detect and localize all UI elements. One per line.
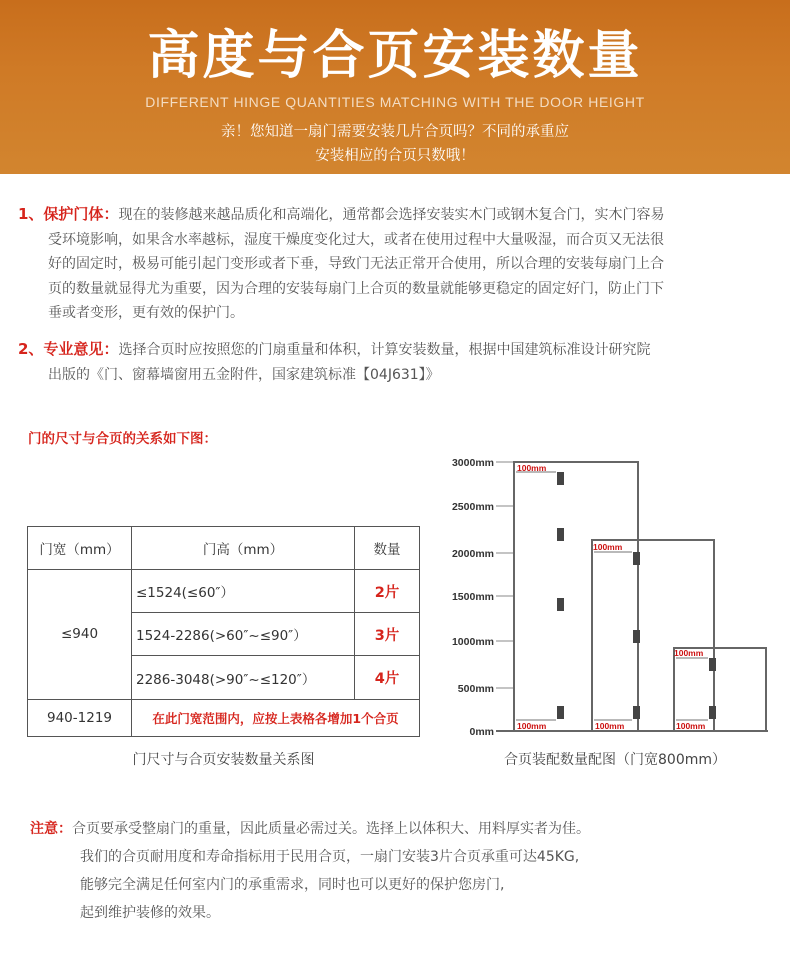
hinge-icon [709, 706, 716, 719]
row3-qty: 4片 [355, 656, 420, 699]
y-label-2500: 2500mm [451, 501, 494, 513]
row1-qty: 2片 [355, 570, 420, 613]
hinge-icon [633, 706, 640, 719]
section1-line1: 现在的装修越来越品质化和高端化，通常都会选择安装实木门或钢木复合门，实木门容易 [118, 207, 665, 223]
y-label-3000: 3000mm [451, 457, 494, 469]
hinge-icon [557, 706, 564, 719]
hinge-icon [557, 598, 564, 611]
door-2000-outline [592, 540, 714, 731]
note-line1: 合页要承受整扇门的重量，因此质量必需过关。选择上以体积大、用料厚实者为佳。 [72, 821, 590, 837]
diagram-caption: 合页装配数量配图（门宽800mm） [504, 752, 726, 768]
door-3000-outline [514, 462, 638, 731]
section-protect-door [18, 202, 770, 326]
section2-line2: 出版的《门、窗幕墙窗用五金附件，国家建筑标准【04J631】》 [48, 366, 440, 383]
gap-label: 100mm [674, 648, 704, 658]
hinge-icon [709, 658, 716, 671]
note-block [30, 815, 770, 927]
header-desc-line2: 安装相应的合页只数哦！ [315, 148, 475, 164]
row2-qty: 3片 [355, 613, 420, 656]
y-label-500: 500mm [457, 683, 494, 695]
header-desc-line1: 亲！您知道一扇门需要安装几片合页吗？不同的承重应 [221, 124, 569, 140]
gap-label: 100mm [595, 721, 625, 731]
section1-line3: 好的固定时，极易可能引起门变形或者下垂，导致门无法正常开合使用，所以合理的安装每扇门上合 [48, 256, 664, 272]
y-label-2000: 2000mm [451, 548, 494, 560]
section2-line1: 选择合页时应按照您的门扇重量和体积，计算安装数量，根据中国建筑标准设计研究院 [118, 342, 651, 358]
width-group2-cell: 940-1219 [28, 699, 132, 736]
table-row [28, 570, 420, 613]
header-banner [0, 0, 790, 174]
y-label-1000: 1000mm [451, 636, 494, 648]
hinge-icon [557, 472, 564, 485]
header-door-width: 门宽（mm） [28, 527, 132, 570]
y-label-0: 0mm [469, 726, 494, 738]
table-header-row [28, 527, 420, 570]
y-label-1500: 1500mm [451, 591, 494, 603]
note-label: 注意： [30, 821, 72, 837]
table-caption: 门尺寸与合页安装数量关系图 [132, 752, 315, 768]
note-line3: 能够完全满足任何室内门的承重需求，同时也可以更好的保护您房门, [80, 877, 505, 893]
gap-label: 100mm [517, 463, 547, 473]
table-row [28, 699, 420, 736]
header-door-height: 门高（mm） [132, 527, 355, 570]
section2-title: 2、专业意见： [18, 340, 119, 358]
section-professional-advice [18, 337, 770, 387]
section1-line5: 垂或者变形，更有效的保护门。 [48, 305, 244, 321]
hinge-icon [633, 630, 640, 643]
hinge-icon [557, 528, 564, 541]
row2-height: 1524-2286(>60″~≤90″） [132, 613, 355, 656]
section1-line2: 受环境影响，如果含水率越标，湿度干燥度变化过大，或者在使用过程中大量吸湿，而合页又无法很 [48, 231, 664, 248]
row3-height: 2286-3048(>90″~≤120″） [132, 656, 355, 699]
door-1000-outline [674, 648, 766, 731]
page-subtitle: DIFFERENT HINGE QUANTITIES MATCHING WITH THE DOOR HEIGHT [145, 94, 645, 110]
note-line4: 起到维护装修的效果。 [80, 905, 220, 921]
header-quantity: 数量 [355, 527, 420, 570]
header-description [0, 120, 790, 168]
note-line2: 我们的合页耐用度和寿命指标用于民用合页，一扇门安装3片合页承重可达45KG, [80, 849, 580, 865]
gap-label: 100mm [593, 542, 623, 552]
section1-line4: 页的数量就显得尤为重要，因为合理的安装每扇门上合页的数量就能够更稳定的固定好门，防止门下 [48, 280, 664, 297]
section1-title: 1、保护门体： [18, 205, 119, 223]
row1-height: ≤1524(≤60″） [132, 570, 355, 613]
gap-label: 100mm [517, 721, 547, 731]
width-group1-cell: ≤940 [28, 570, 132, 700]
hinge-quantity-table [27, 526, 420, 737]
hinge-diagram [430, 450, 775, 740]
relation-title: 门的尺寸与合页的关系如下图： [28, 431, 217, 447]
group2-note: 在此门宽范围内，应按上表格各增加1个合页 [132, 699, 420, 736]
hinge-icon [633, 552, 640, 565]
gap-label: 100mm [676, 721, 706, 731]
page-title: 高度与合页安装数量 [147, 26, 643, 86]
